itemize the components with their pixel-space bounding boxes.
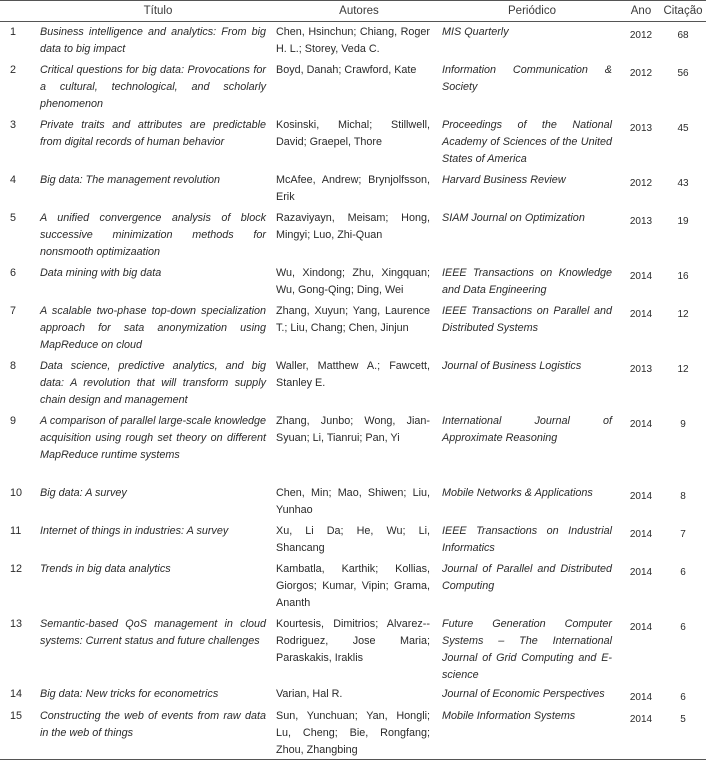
table-cell-title: Big data: A survey (40, 486, 127, 499)
table-cell-year: 2014 (629, 621, 653, 633)
table-cell-year: 2014 (629, 566, 653, 578)
table-cell-year: 2014 (629, 270, 653, 282)
table-cell-citations: 12 (677, 308, 689, 320)
table-cell-year: 2012 (629, 30, 653, 41)
table-row (0, 263, 706, 301)
table-cell-title: Constructing the web of events from raw data in the web of things (40, 706, 276, 760)
table-cell-num: 4 (10, 173, 17, 186)
table-cell-num: 13 (10, 617, 23, 630)
table-cell-authors: Razaviyayn, Meisam; Hong, Mingyi; Luo, Zhi-Quan (276, 211, 430, 241)
table-cell-citations: 19 (677, 215, 689, 227)
table-cell-authors: Zhang, Junbo; Wong, Jian-Syuan; Li, Tianrui; Pan, Yi (276, 414, 430, 444)
table-cell-num: 8 (10, 359, 17, 372)
table-cell-year: 2014 (629, 418, 653, 430)
table-cell-citations: 43 (677, 177, 689, 189)
table-cell-authors: Sun, Yunchuan; Yan, Hongli; Lu, Cheng; Bie, Rongfang; Zhou, Zhangbing (276, 706, 442, 760)
table-cell-num: 1 (10, 26, 17, 38)
table-cell-year: 2013 (629, 122, 653, 134)
table-cell-journal: Mobile Information Systems (442, 706, 622, 760)
table-cell-journal: MIS Quarterly (442, 26, 509, 38)
table-cell-title: Big data: The management revolution (40, 173, 221, 186)
table-cell-title: A scalable two-phase top-down specialization approach for sata anonymization using MapReduce on cloud (40, 304, 266, 351)
table-cell-citations: 6 (680, 691, 686, 703)
table-row (0, 684, 706, 706)
table-cell-authors: Varian, Hal R. (276, 687, 343, 700)
table-row (0, 614, 706, 684)
table-cell-title: Big data: New tricks for econometrics (40, 687, 219, 700)
table-cell-authors: Boyd, Danah; Crawford, Kate (276, 63, 417, 76)
table-cell-title: Data mining with big data (40, 266, 162, 279)
table-cell-num: 6 (10, 266, 17, 279)
table-row (0, 115, 706, 170)
table-cell-num: 10 (10, 486, 23, 499)
table-cell-num: 14 (10, 687, 23, 700)
table-cell-title: Internet of things in industries: A survey (40, 524, 229, 537)
table-cell-num: 7 (10, 304, 17, 317)
table-cell-authors: Xu, Li Da; He, Wu; Li, Shancang (276, 524, 430, 554)
table-cell-journal: Harvard Business Review (442, 173, 566, 186)
table-cell-year: 2014 (622, 706, 660, 760)
table-cell-citations: 7 (680, 528, 686, 540)
table-cell-title: Business intelligence and analytics: From big data to big impact (40, 26, 266, 55)
table-row (0, 301, 706, 356)
table-cell-num: 11 (10, 524, 22, 537)
header-authors: Autores (276, 1, 442, 22)
table-cell-year: 2012 (629, 67, 653, 79)
table-cell-title: Trends in big data analytics (40, 562, 171, 575)
table-cell-authors: Zhang, Xuyun; Yang, Laurence T.; Liu, Chang; Chen, Jinjun (276, 304, 430, 334)
table-cell-citations: 5 (660, 706, 706, 760)
table-cell-num: 2 (10, 63, 17, 76)
table-row (0, 559, 706, 614)
table-cell-citations: 12 (677, 363, 689, 375)
table-row (0, 483, 706, 521)
table-cell-journal: Journal of Business Logistics (442, 359, 582, 372)
header-title: Título (40, 1, 276, 22)
table-row (0, 521, 706, 559)
table-cell-num: 3 (10, 118, 17, 131)
table-cell-year: 2014 (629, 691, 653, 703)
header-journal: Periódico (442, 1, 622, 22)
table-cell-year: 2013 (629, 215, 653, 227)
table-cell-year: 2014 (629, 528, 653, 540)
table-cell-title: A unified convergence analysis of block successive minimization methods for nonsmooth optimizaation (40, 211, 266, 258)
table-cell-journal: Information Communication & Society (442, 63, 612, 93)
header-year: Ano (622, 1, 660, 22)
table-cell-journal: SIAM Journal on Optimization (442, 211, 585, 224)
table-cell-citations: 9 (680, 418, 686, 430)
table-cell-authors: McAfee, Andrew; Brynjolfsson, Erik (276, 173, 430, 203)
table-cell-num: 12 (10, 562, 23, 575)
table-cell-citations: 6 (680, 621, 686, 633)
header-row (0, 1, 706, 22)
table-cell-authors: Kosinski, Michal; Stillwell, David; Graepel, Thore (276, 118, 430, 148)
table-cell-journal: IEEE Transactions on Industrial Informatics (442, 524, 612, 554)
table-cell-journal: Proceedings of the National Academy of Sciences of the United States of America (442, 118, 612, 165)
table-cell-title: A comparison of parallel large-scale knowledge acquisition using rough set theory on different MapReduce runtime systems (40, 414, 266, 461)
table-cell-authors: Kourtesis, Dimitrios; Alvarez--Rodriguez, Jose Maria; Paraskakis, Iraklis (276, 617, 430, 664)
table-cell-title: Private traits and attributes are predictable from digital records of human behavior (40, 118, 266, 148)
table-cell-num: 5 (10, 211, 17, 224)
table-cell-title: Critical questions for big data: Provocations for a cultural, technological, and scholarly phenomenon (40, 63, 266, 110)
table-cell-citations: 45 (677, 122, 689, 134)
table-cell-title: Semantic-based QoS management in cloud systems: Current status and future challenges (40, 617, 266, 647)
table-cell-authors: Kambatla, Karthik; Kollias, Giorgos; Kumar, Vipin; Grama, Ananth (276, 562, 430, 609)
table-cell-year: 2012 (629, 177, 653, 189)
table-cell-journal: IEEE Transactions on Knowledge and Data Engineering (442, 266, 612, 296)
table-row (0, 356, 706, 411)
table-cell-journal: Mobile Networks & Applications (442, 486, 593, 499)
table-row (0, 170, 706, 208)
table-cell-title: Data science, predictive analytics, and big data: A revolution that will transform supply chain design and management (40, 359, 266, 406)
table-cell-authors: Wu, Xindong; Zhu, Xingquan; Wu, Gong-Qing; Ding, Wei (276, 266, 430, 296)
table-cell-journal: Journal of Parallel and Distributed Computing (442, 562, 612, 592)
table-cell-num: 9 (10, 414, 17, 427)
table-cell-journal: Future Generation Computer Systems – The International Journal of Grid Computing and E-science (442, 617, 612, 681)
table-cell-authors: Waller, Matthew A.; Fawcett, Stanley E. (276, 359, 430, 389)
table-cell-num: 15 (0, 706, 40, 760)
table-cell-year: 2014 (629, 308, 653, 320)
table-cell-authors: Chen, Hsinchun; Chiang, Roger H. L.; Storey, Veda C. (276, 26, 430, 55)
table-row (0, 706, 706, 760)
table-cell-journal: Journal of Economic Perspectives (442, 687, 605, 700)
table-row (0, 22, 706, 60)
table-cell-citations: 8 (680, 490, 686, 502)
table-cell-citations: 56 (677, 67, 689, 79)
table-cell-journal: International Journal of Approximate Reasoning (442, 414, 612, 444)
table-cell-year: 2014 (629, 490, 653, 502)
table-row (0, 208, 706, 263)
table-cell-authors: Chen, Min; Mao, Shiwen; Liu, Yunhao (276, 486, 430, 516)
table-cell-journal: IEEE Transactions on Parallel and Distributed Systems (442, 304, 612, 334)
table-row (0, 60, 706, 115)
header-num (0, 1, 40, 22)
table-row (0, 411, 706, 483)
table-cell-citations: 68 (677, 30, 689, 41)
table-cell-citations: 6 (680, 566, 686, 578)
table-cell-citations: 16 (677, 270, 689, 282)
table-cell-year: 2013 (629, 363, 653, 375)
header-citations: Citação (660, 1, 706, 22)
